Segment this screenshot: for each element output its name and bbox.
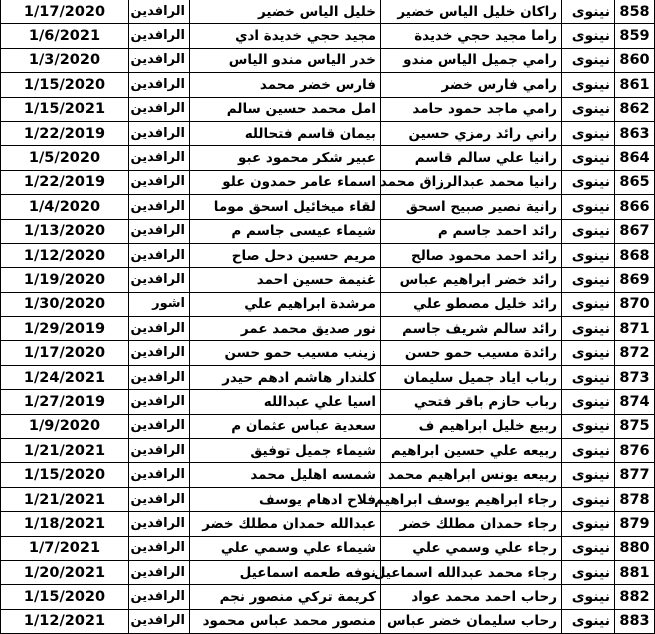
province-cell: نينوى xyxy=(562,292,615,316)
row-number-cell: 871 xyxy=(615,317,655,341)
full-name-cell: رائد خضر ابراهيم عباس xyxy=(381,268,562,292)
province-cell: نينوى xyxy=(562,609,615,633)
bank-cell: الرافدين xyxy=(129,609,190,633)
date-cell: 1/3/2020 xyxy=(1,48,129,72)
row-number-cell: 875 xyxy=(615,414,655,438)
full-name-cell: رائد احمد محمود صالح xyxy=(381,243,562,267)
bank-cell: الرافدين xyxy=(129,170,190,194)
table-row xyxy=(1,268,655,292)
table-row xyxy=(1,585,655,609)
full-name-cell: رجاء حمدان مطلك خضر xyxy=(381,512,562,536)
mother-name-cell: منصور محمد عباس محمود xyxy=(190,609,381,633)
row-number-cell: 883 xyxy=(615,609,655,633)
date-cell: 1/18/2021 xyxy=(1,512,129,536)
province-cell: نينوى xyxy=(562,365,615,389)
province-cell: نينوى xyxy=(562,439,615,463)
table-row xyxy=(1,243,655,267)
date-cell: 1/15/2020 xyxy=(1,585,129,609)
full-name-cell: رانيا علي سالم قاسم xyxy=(381,146,562,170)
province-cell: نينوى xyxy=(562,487,615,511)
row-number-cell: 868 xyxy=(615,243,655,267)
mother-name-cell: غنيمة حسين احمد xyxy=(190,268,381,292)
table-row xyxy=(1,560,655,584)
bank-cell: الرافدين xyxy=(129,439,190,463)
mother-name-cell: زينب مسيب حمو حسن xyxy=(190,341,381,365)
table-row xyxy=(1,170,655,194)
date-cell: 1/21/2021 xyxy=(1,487,129,511)
province-cell: نينوى xyxy=(562,268,615,292)
row-number-cell: 877 xyxy=(615,463,655,487)
table-row xyxy=(1,365,655,389)
row-number-cell: 867 xyxy=(615,219,655,243)
table-row xyxy=(1,317,655,341)
bank-cell: الرافدين xyxy=(129,317,190,341)
bank-cell: الرافدين xyxy=(129,48,190,72)
province-cell: نينوى xyxy=(562,243,615,267)
full-name-cell: راكان خليل الياس خضير xyxy=(381,0,562,24)
province-cell: نينوى xyxy=(562,0,615,24)
table-row xyxy=(1,73,655,97)
mother-name-cell: كريمة تركي منصور نجم xyxy=(190,585,381,609)
mother-name-cell: نور صديق محمد عمر xyxy=(190,317,381,341)
table-row xyxy=(1,97,655,121)
bank-cell: الرافدين xyxy=(129,146,190,170)
mother-name-cell: فارس خضر محمد xyxy=(190,73,381,97)
province-cell: نينوى xyxy=(562,146,615,170)
full-name-cell: رائد احمد جاسم م xyxy=(381,219,562,243)
bank-cell: الرافدين xyxy=(129,560,190,584)
province-cell: نينوى xyxy=(562,121,615,145)
mother-name-cell: مريم حسين دحل صاح xyxy=(190,243,381,267)
mother-name-cell: شيماء علي وسمي علي xyxy=(190,536,381,560)
date-cell: 1/12/2021 xyxy=(1,609,129,633)
row-number-cell: 859 xyxy=(615,24,655,48)
table-row xyxy=(1,463,655,487)
date-cell: 1/20/2021 xyxy=(1,560,129,584)
date-cell: 1/17/2020 xyxy=(1,341,129,365)
row-number-cell: 869 xyxy=(615,268,655,292)
row-number-cell: 878 xyxy=(615,487,655,511)
bank-cell: الرافدين xyxy=(129,341,190,365)
row-number-cell: 865 xyxy=(615,170,655,194)
full-name-cell: رباب اياد جميل سليمان xyxy=(381,365,562,389)
date-cell: 1/7/2021 xyxy=(1,536,129,560)
row-number-cell: 860 xyxy=(615,48,655,72)
mother-name-cell: خليل الياس خضير xyxy=(190,0,381,24)
full-name-cell: ربيعه علي حسين ابراهيم xyxy=(381,439,562,463)
province-cell: نينوى xyxy=(562,195,615,219)
full-name-cell: رجاء ابراهيم يوسف ابراهيم xyxy=(381,487,562,511)
date-cell: 1/4/2020 xyxy=(1,195,129,219)
date-cell: 1/12/2020 xyxy=(1,243,129,267)
full-name-cell: رحاب سليمان خضر عباس xyxy=(381,609,562,633)
mother-name-cell: كلندار هاشم ادهم حيدر xyxy=(190,365,381,389)
row-number-cell: 882 xyxy=(615,585,655,609)
full-name-cell: رانيا محمد عبدالرزاق محمد xyxy=(381,170,562,194)
table-row xyxy=(1,487,655,511)
province-cell: نينوى xyxy=(562,97,615,121)
date-cell: 1/15/2021 xyxy=(1,97,129,121)
date-cell: 1/27/2019 xyxy=(1,390,129,414)
mother-name-cell: لقاء ميخائيل اسحق موما xyxy=(190,195,381,219)
full-name-cell: راما مجيد حجي خديدة xyxy=(381,24,562,48)
row-number-cell: 861 xyxy=(615,73,655,97)
date-cell: 1/29/2019 xyxy=(1,317,129,341)
bank-cell: الرافدين xyxy=(129,0,190,24)
row-number-cell: 872 xyxy=(615,341,655,365)
bank-cell: الرافدين xyxy=(129,585,190,609)
date-cell: 1/19/2020 xyxy=(1,268,129,292)
table-row xyxy=(1,292,655,316)
table-row xyxy=(1,0,655,24)
full-name-cell: رامي فارس خضر xyxy=(381,73,562,97)
row-number-cell: 876 xyxy=(615,439,655,463)
row-number-cell: 874 xyxy=(615,390,655,414)
bank-cell: الرافدين xyxy=(129,390,190,414)
mother-name-cell: بيمان قاسم فتحالله xyxy=(190,121,381,145)
mother-name-cell: سعدية عباس عثمان م xyxy=(190,414,381,438)
row-number-cell: 858 xyxy=(615,0,655,24)
full-name-cell: رامي ماجد حمود حامد xyxy=(381,97,562,121)
bank-cell: اشور xyxy=(129,292,190,316)
date-cell: 1/6/2021 xyxy=(1,24,129,48)
bank-cell: الرافدين xyxy=(129,121,190,145)
bank-cell: الرافدين xyxy=(129,463,190,487)
province-cell: نينوى xyxy=(562,73,615,97)
date-cell: 1/30/2020 xyxy=(1,292,129,316)
province-cell: نينوى xyxy=(562,219,615,243)
date-cell: 1/5/2020 xyxy=(1,146,129,170)
row-number-cell: 864 xyxy=(615,146,655,170)
row-number-cell: 862 xyxy=(615,97,655,121)
table-row xyxy=(1,390,655,414)
mother-name-cell: فلاح ادهام يوسف xyxy=(190,487,381,511)
full-name-cell: رباب حازم باقر فتحي xyxy=(381,390,562,414)
date-cell: 1/22/2019 xyxy=(1,170,129,194)
province-cell: نينوى xyxy=(562,341,615,365)
mother-name-cell: مجيد حجي خديدة ادي xyxy=(190,24,381,48)
bank-cell: الرافدين xyxy=(129,414,190,438)
mother-name-cell: اسماء عامر حمدون علو xyxy=(190,170,381,194)
row-number-cell: 870 xyxy=(615,292,655,316)
mother-name-cell: اسيا علي عبدالله xyxy=(190,390,381,414)
province-cell: نينوى xyxy=(562,390,615,414)
row-number-cell: 873 xyxy=(615,365,655,389)
table-row xyxy=(1,121,655,145)
mother-name-cell: امل محمد حسين سالم xyxy=(190,97,381,121)
date-cell: 1/24/2021 xyxy=(1,365,129,389)
province-cell: نينوى xyxy=(562,414,615,438)
table-row xyxy=(1,219,655,243)
full-name-cell: رامي جميل الياس مندو xyxy=(381,48,562,72)
table-row xyxy=(1,24,655,48)
table-row xyxy=(1,195,655,219)
full-name-cell: ربيع خليل ابراهيم ف xyxy=(381,414,562,438)
province-cell: نينوى xyxy=(562,317,615,341)
table-row xyxy=(1,146,655,170)
date-cell: 1/15/2020 xyxy=(1,73,129,97)
date-cell: 1/21/2021 xyxy=(1,439,129,463)
bank-cell: الرافدين xyxy=(129,73,190,97)
province-cell: نينوى xyxy=(562,560,615,584)
mother-name-cell: مرشدة ابراهيم علي xyxy=(190,292,381,316)
table-row xyxy=(1,512,655,536)
bank-cell: الرافدين xyxy=(129,219,190,243)
table-row xyxy=(1,609,655,633)
bank-cell: الرافدين xyxy=(129,97,190,121)
full-name-cell: رائد خليل مصطو علي xyxy=(381,292,562,316)
mother-name-cell: نوفه طعمه اسماعيل xyxy=(190,560,381,584)
date-cell: 1/9/2020 xyxy=(1,414,129,438)
date-cell: 1/15/2020 xyxy=(1,463,129,487)
full-name-cell: رائدة مسيب حمو حسن xyxy=(381,341,562,365)
province-cell: نينوى xyxy=(562,512,615,536)
full-name-cell: ربيعه يونس ابراهيم محمد xyxy=(381,463,562,487)
row-number-cell: 879 xyxy=(615,512,655,536)
row-number-cell: 863 xyxy=(615,121,655,145)
mother-name-cell: عبير شكر محمود عبو xyxy=(190,146,381,170)
table-row xyxy=(1,414,655,438)
full-name-cell: رحاب احمد محمد عواد xyxy=(381,585,562,609)
bank-cell: الرافدين xyxy=(129,268,190,292)
mother-name-cell: خدر الياس مندو الياس xyxy=(190,48,381,72)
province-cell: نينوى xyxy=(562,24,615,48)
table-row xyxy=(1,48,655,72)
date-cell: 1/22/2019 xyxy=(1,121,129,145)
mother-name-cell: عبدالله حمدان مطلك خضر xyxy=(190,512,381,536)
full-name-cell: راني رائد رمزي حسين xyxy=(381,121,562,145)
date-cell: 1/13/2020 xyxy=(1,219,129,243)
row-number-cell: 880 xyxy=(615,536,655,560)
row-number-cell: 881 xyxy=(615,560,655,584)
records-table-body xyxy=(1,0,655,634)
bank-cell: الرافدين xyxy=(129,243,190,267)
full-name-cell: رجاء علي وسمي علي xyxy=(381,536,562,560)
mother-name-cell: شيماء جميل توفيق xyxy=(190,439,381,463)
province-cell: نينوى xyxy=(562,48,615,72)
full-name-cell: رائد سالم شريف جاسم xyxy=(381,317,562,341)
full-name-cell: رانية نصير صبيح اسحق xyxy=(381,195,562,219)
mother-name-cell: شمسه اهليل محمد xyxy=(190,463,381,487)
bank-cell: الرافدين xyxy=(129,487,190,511)
bank-cell: الرافدين xyxy=(129,536,190,560)
bank-cell: الرافدين xyxy=(129,24,190,48)
row-number-cell: 866 xyxy=(615,195,655,219)
table-row xyxy=(1,341,655,365)
bank-cell: الرافدين xyxy=(129,512,190,536)
bank-cell: الرافدين xyxy=(129,365,190,389)
province-cell: نينوى xyxy=(562,463,615,487)
table-row xyxy=(1,536,655,560)
mother-name-cell: شيماء عيسى جاسم م xyxy=(190,219,381,243)
province-cell: نينوى xyxy=(562,536,615,560)
date-cell: 1/17/2020 xyxy=(1,0,129,24)
province-cell: نينوى xyxy=(562,585,615,609)
bank-cell: الرافدين xyxy=(129,195,190,219)
province-cell: نينوى xyxy=(562,170,615,194)
full-name-cell: رجاء محمد عبدالله اسماعيل xyxy=(381,560,562,584)
table-row xyxy=(1,439,655,463)
